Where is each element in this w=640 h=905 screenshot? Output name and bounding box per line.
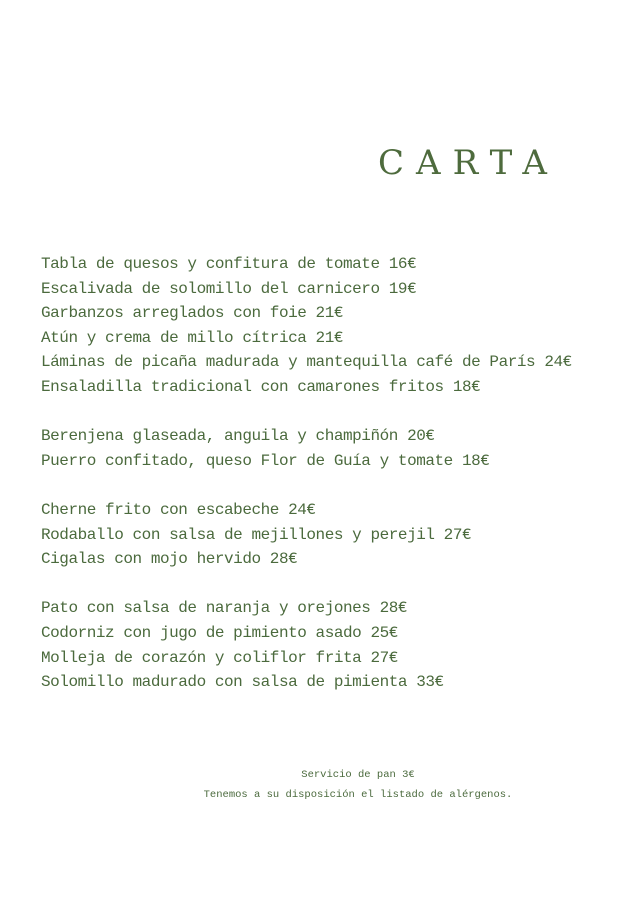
menu-item: Berenjena glaseada, anguila y champiñón 20€	[41, 427, 435, 446]
menu-item: Cigalas con mojo hervido 28€	[41, 550, 298, 569]
menu-item: Codorniz con jugo de pimiento asado 25€	[41, 623, 398, 642]
menu-section-vegetables	[41, 424, 626, 473]
menu-item: Tabla de quesos y confitura de tomate 16€	[41, 255, 417, 273]
menu-item: Solomillo madurado con salsa de pimienta 33€	[41, 673, 444, 692]
menu-item: Cherne frito con escabeche 24€	[41, 500, 316, 519]
menu-item: Puerro confitado, queso Flor de Guía y tomate 18€	[41, 451, 490, 470]
allergens-note: Tenemos a su disposición el listado de alérgenos.	[203, 789, 513, 801]
menu-footer	[188, 765, 528, 805]
menu-item: Ensaladilla tradicional con camarones fritos 18€	[41, 377, 481, 396]
menu-section-starters	[41, 252, 626, 400]
bread-service-note: Servicio de pan 3€	[301, 769, 415, 781]
menu-item: Escalivada de solomillo del carnicero 19€	[41, 279, 417, 298]
menu-item: Molleja de corazón y coliflor frita 27€	[41, 648, 398, 667]
menu-item: Atún y crema de millo cítrica 21€	[41, 328, 344, 347]
menu-section-meat	[41, 596, 626, 694]
menu-section-fish	[41, 498, 626, 572]
menu-title: CARTA	[378, 143, 559, 183]
menu-item: Garbanzos arreglados con foie 21€	[41, 304, 344, 323]
menu-item: Láminas de picaña madurada y mantequilla café de París 24€	[41, 353, 572, 372]
menu-item: Rodaballo con salsa de mejillones y perejil 27€	[41, 525, 472, 544]
menu-item: Pato con salsa de naranja y orejones 28€	[41, 599, 408, 618]
menu-list	[41, 252, 626, 695]
